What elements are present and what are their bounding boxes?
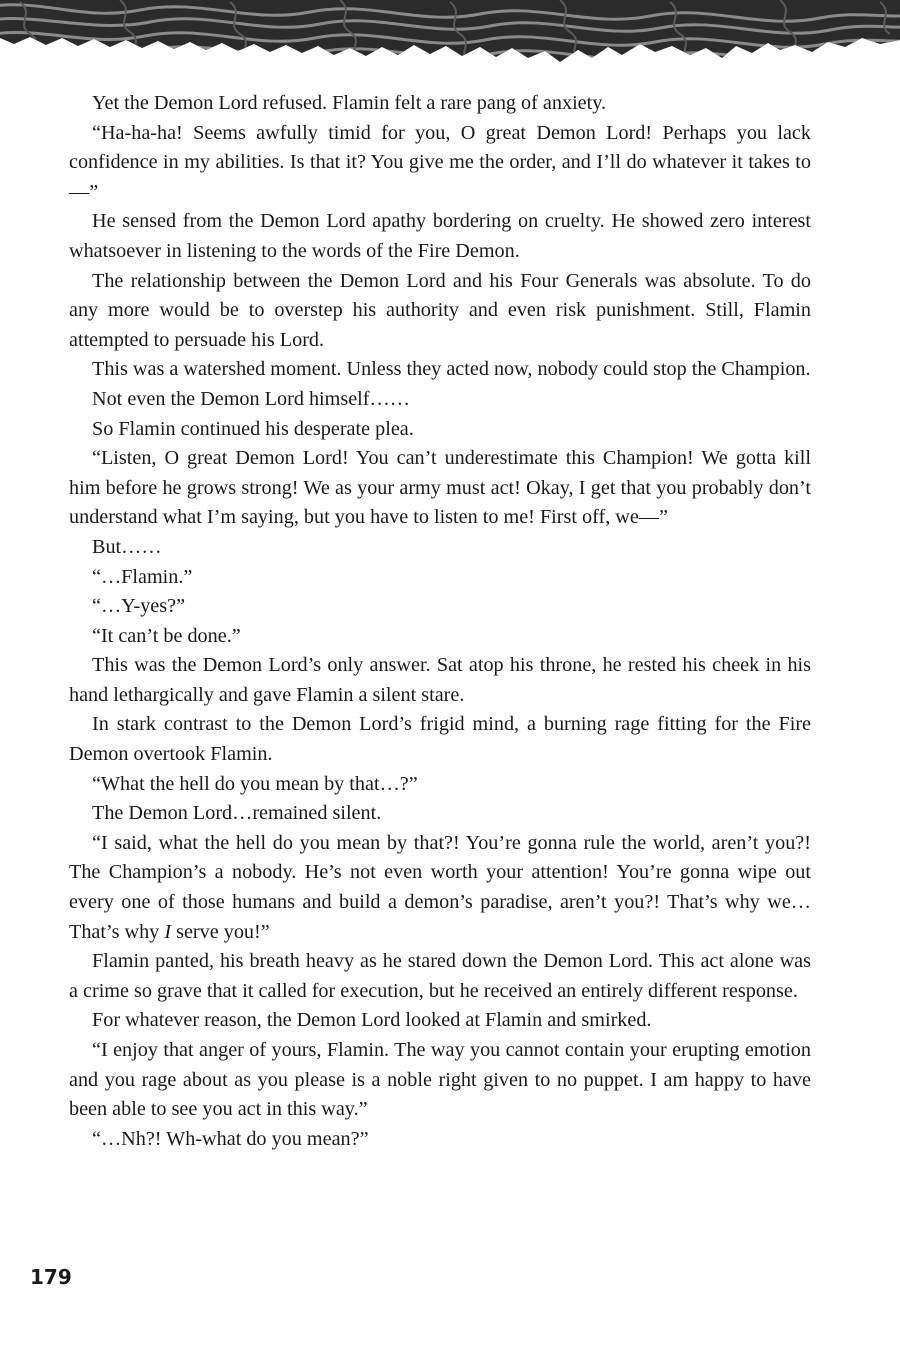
- paragraph: The relationship between the Demon Lord and his Four Generals was absolute. To do any more would be to overstep his authority and even risk punishment. Still, Flamin attempted to persuade his Lord.: [69, 269, 811, 351]
- paragraph: “It can’t be done.”: [92, 624, 241, 647]
- paragraph: Yet the Demon Lord refused. Flamin felt a rare pang of anxiety.: [92, 92, 607, 114]
- paragraph: In stark contrast to the Demon Lord’s frigid mind, a burning rage fitting for the Fire Demon overtook Flamin.: [69, 713, 811, 766]
- page-body-text: [69, 89, 811, 1154]
- paragraph: “…Flamin.”: [92, 565, 193, 588]
- paragraph: He sensed from the Demon Lord apathy bordering on cruelty. He showed zero interest whatsoever in listening to the words of the Fire Demon.: [69, 210, 811, 262]
- paragraph: But……: [92, 535, 162, 558]
- paragraph: Not even the Demon Lord himself……: [92, 387, 410, 410]
- paragraph: “What the hell do you mean by that…?”: [92, 772, 418, 795]
- paragraph: “I enjoy that anger of yours, Flamin. The way you cannot contain your erupting emotion and you rage about as you please is a noble right given to no puppet. I am happy to have been able to see you act in this way.”: [69, 1039, 811, 1121]
- paragraph: The Demon Lord…remained silent.: [92, 802, 382, 825]
- paragraph: “Listen, O great Demon Lord! You can’t underestimate this Champion! We gotta kill him before he grows strong! We as your army must act! Okay, I get that you probably don’t understand what I’m saying, but you have to listen to me! First off, we—”: [69, 447, 811, 529]
- header-decorative-banner: [0, 0, 900, 82]
- paragraph: Flamin panted, his breath heavy as he stared down the Demon Lord. This act alone was a crime so grave that it called for execution, but he received an entirely different response.: [69, 950, 811, 1002]
- paragraph: “…Y-yes?”: [92, 595, 186, 618]
- page-number: 179: [30, 1265, 72, 1289]
- emphasis: I: [164, 920, 172, 943]
- paragraph: For whatever reason, the Demon Lord looked at Flamin and smirked.: [92, 1009, 652, 1032]
- paragraph: “I said, what the hell do you mean by that?! You’re gonna rule the world, aren’t you?! The Champion’s a nobody. He’s not even worth your attention! You’re gonna wipe out every one of those humans and build a demon’s paradise, aren’t you?! That’s why we… That’s why I serve you!”: [69, 831, 811, 943]
- paragraph: This was a watershed moment. Unless they acted now, nobody could stop the Champion.: [92, 358, 811, 381]
- paragraph: “…Nh?! Wh-what do you mean?”: [92, 1127, 369, 1150]
- paragraph: “Ha-ha-ha! Seems awfully timid for you, O great Demon Lord! Perhaps you lack confidence in my abilities. Is that it? You give me the order, and I’ll do whatever it takes to—”: [69, 121, 811, 203]
- paragraph: So Flamin continued his desperate plea.: [92, 417, 414, 440]
- paragraph: This was the Demon Lord’s only answer. Sat atop his throne, he rested his cheek in his hand lethargically and gave Flamin a silent stare.: [69, 654, 811, 706]
